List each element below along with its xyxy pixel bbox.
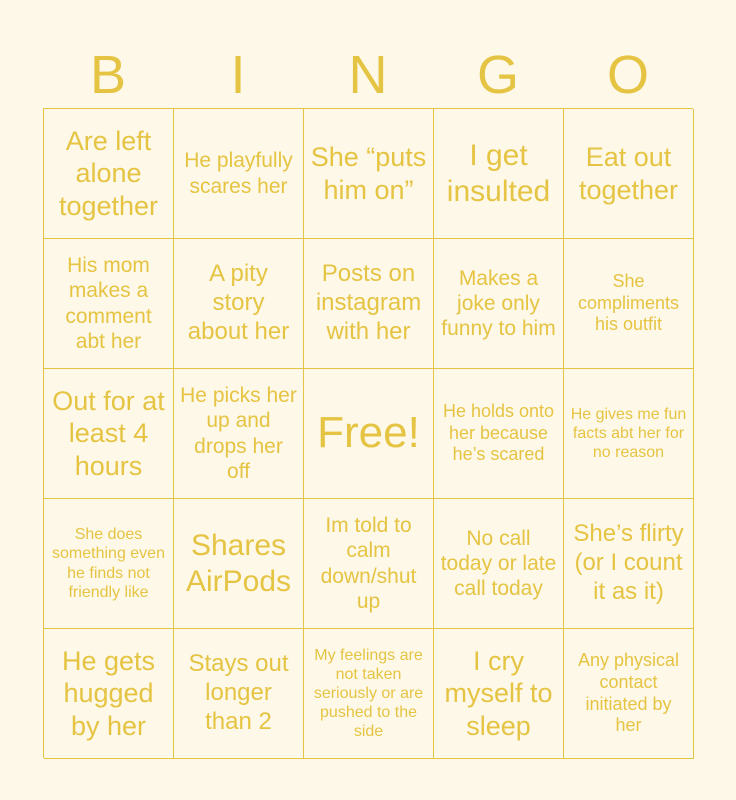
bingo-cell-7[interactable]: A pity story about her xyxy=(174,239,304,369)
bingo-cell-free[interactable]: Free! xyxy=(304,369,434,499)
bingo-cell-18[interactable]: Im told to calm down/shut up xyxy=(304,499,434,629)
header-letter-o: O xyxy=(606,45,649,105)
bingo-cell-5[interactable]: Eat out together xyxy=(564,109,694,239)
bingo-cell-15[interactable]: He gives me fun facts abt her for no reason xyxy=(564,369,694,499)
header-letter-i: I xyxy=(230,45,246,105)
bingo-cell-22[interactable]: Stays out longer than 2 xyxy=(174,629,304,759)
bingo-cell-6[interactable]: His mom makes a comment abt her xyxy=(44,239,174,369)
header-letter-n: N xyxy=(348,45,388,105)
bingo-cell-14[interactable]: He holds onto her because he’s scared xyxy=(434,369,564,499)
bingo-cell-8[interactable]: Posts on instagram with her xyxy=(304,239,434,369)
bingo-cell-2[interactable]: He playfully scares her xyxy=(174,109,304,239)
bingo-cell-16[interactable]: She does something even he finds not friendly like xyxy=(44,499,174,629)
bingo-cell-4[interactable]: I get insulted xyxy=(434,109,564,239)
bingo-cell-1[interactable]: Are left alone together xyxy=(44,109,174,239)
bingo-cell-10[interactable]: She compliments his outfit xyxy=(564,239,694,369)
bingo-cell-24[interactable]: I cry myself to sleep xyxy=(434,629,564,759)
bingo-cell-3[interactable]: She “puts him on” xyxy=(304,109,434,239)
bingo-cell-20[interactable]: She’s flirty (or I count it as it) xyxy=(564,499,694,629)
header-letter-b: B xyxy=(89,45,127,105)
bingo-cell-17[interactable]: Shares AirPods xyxy=(174,499,304,629)
bingo-cell-12[interactable]: He picks her up and drops her off xyxy=(174,369,304,499)
bingo-card xyxy=(43,108,693,758)
bingo-cell-19[interactable]: No call today or late call today xyxy=(434,499,564,629)
bingo-cell-23[interactable]: My feelings are not taken seriously or are pushed to the side xyxy=(304,629,434,759)
bingo-cell-9[interactable]: Makes a joke only funny to him xyxy=(434,239,564,369)
bingo-cell-25[interactable]: Any physical contact initiated by her xyxy=(564,629,694,759)
bingo-cell-11[interactable]: Out for at least 4 hours xyxy=(44,369,174,499)
header-letter-g: G xyxy=(476,45,519,105)
bingo-header xyxy=(43,40,693,110)
bingo-cell-21[interactable]: He gets hugged by her xyxy=(44,629,174,759)
